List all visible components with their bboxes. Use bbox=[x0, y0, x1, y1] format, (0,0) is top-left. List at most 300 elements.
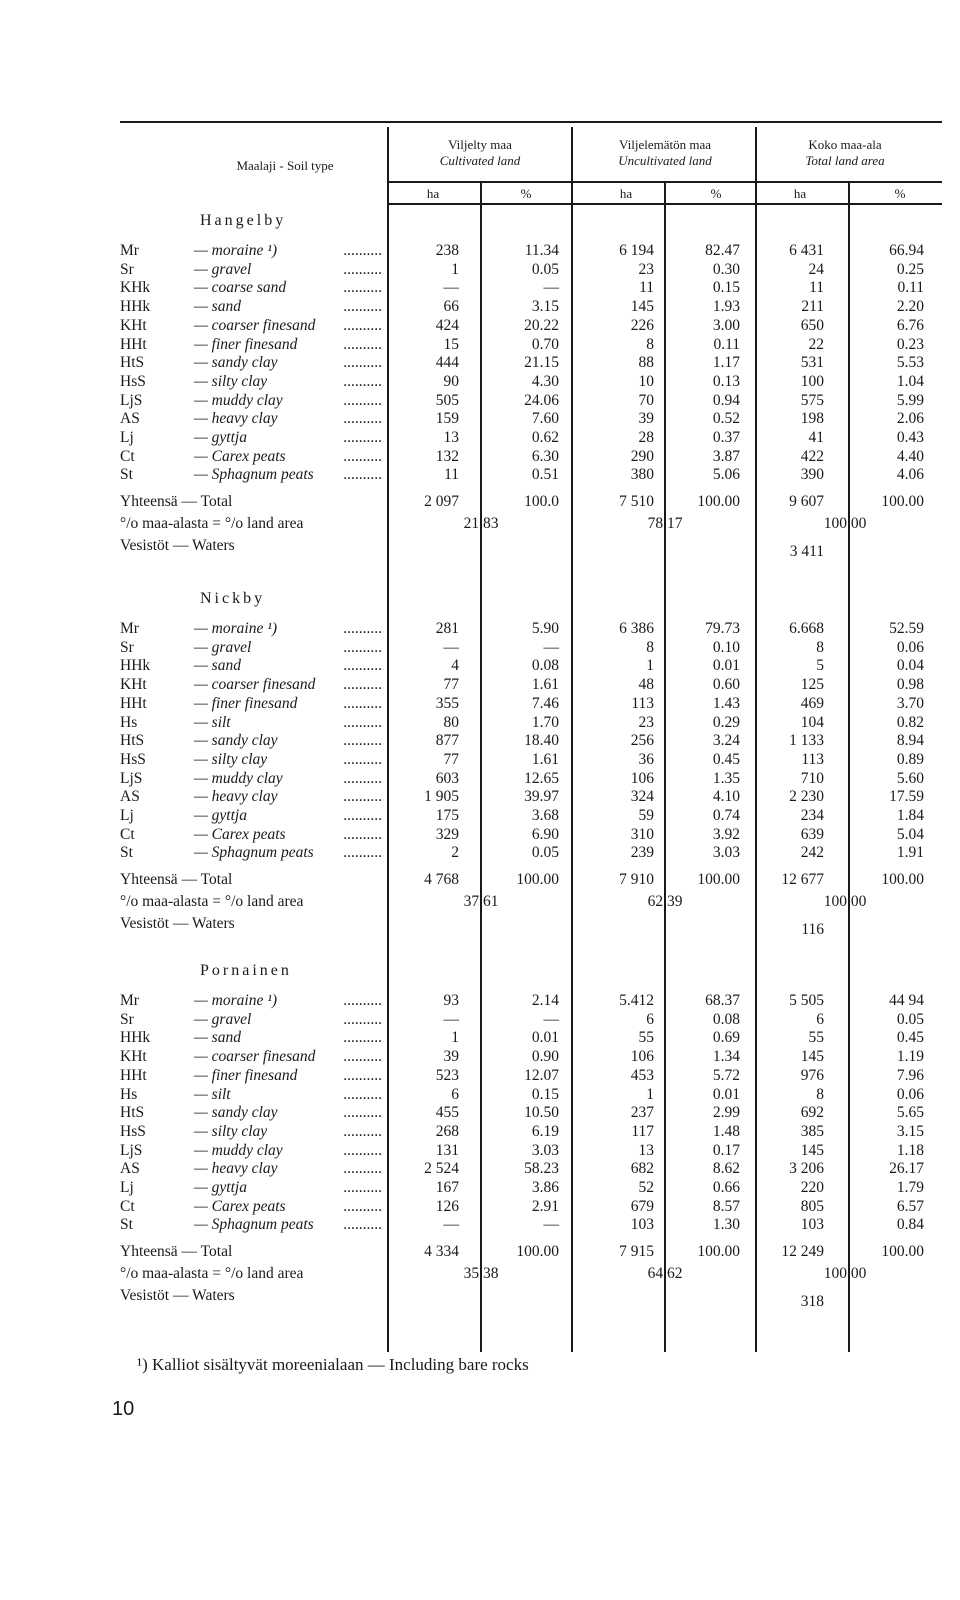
top-rule bbox=[120, 121, 942, 123]
soil-abbr: HHk bbox=[120, 657, 151, 675]
table-cell: 1.84 bbox=[896, 807, 924, 824]
row-label bbox=[120, 448, 382, 466]
table-cell: 1 bbox=[646, 657, 654, 675]
table-cell: 7.60 bbox=[531, 410, 559, 428]
table-cell: 0.01 bbox=[712, 657, 740, 675]
total-label: Yhteensä — Total bbox=[120, 1243, 233, 1261]
table-cell: 324 bbox=[630, 788, 654, 806]
table-cell: 26.17 bbox=[889, 1160, 924, 1178]
soil-abbr: Lj bbox=[120, 1179, 134, 1196]
table-cell: 1.30 bbox=[712, 1216, 740, 1234]
table-cell: 0.37 bbox=[712, 429, 740, 446]
table-cell: 0.17 bbox=[712, 1141, 740, 1159]
table-cell: 3.15 bbox=[896, 1122, 924, 1140]
table-cell: 2 bbox=[451, 844, 459, 862]
soil-name: — silty clay bbox=[194, 372, 268, 390]
table-cell: 523 bbox=[435, 1066, 459, 1084]
table-cell: 8 bbox=[816, 1085, 824, 1103]
table-cell: 237 bbox=[630, 1104, 654, 1122]
table-cell: 6 194 bbox=[619, 242, 654, 259]
table-cell: 281 bbox=[435, 620, 459, 637]
table-cell: 0.06 bbox=[896, 1085, 924, 1103]
row-label bbox=[120, 1160, 382, 1178]
table-cell: — bbox=[443, 1216, 459, 1234]
table-cell: 6.668 bbox=[789, 620, 824, 637]
table-cell: 55 bbox=[808, 1029, 824, 1047]
table-cell: 6 386 bbox=[619, 620, 654, 637]
soil-name: — heavy clay bbox=[194, 788, 278, 806]
row-label bbox=[120, 242, 382, 260]
leader-dots: .......... bbox=[343, 1122, 382, 1140]
row-label bbox=[120, 1067, 382, 1085]
table-cell: 15 bbox=[443, 335, 459, 353]
unit-ha-3: ha bbox=[793, 186, 807, 201]
table-cell: 131 bbox=[435, 1141, 459, 1159]
table-cell: 0.10 bbox=[712, 638, 740, 656]
table-cell: 126 bbox=[435, 1197, 459, 1215]
soil-name: — gyttja bbox=[194, 1179, 247, 1196]
table-cell: 256 bbox=[630, 732, 654, 750]
waters-label: Vesistöt — Waters bbox=[120, 537, 235, 555]
land-pct-cell: 64.62 bbox=[647, 1265, 683, 1283]
soil-abbr: HHk bbox=[120, 1029, 151, 1047]
table-cell: 877 bbox=[435, 732, 459, 750]
table-cell: 0.90 bbox=[531, 1048, 559, 1066]
table-cell: 132 bbox=[435, 447, 459, 465]
table-cell: 1 905 bbox=[424, 788, 459, 806]
table-cell: 242 bbox=[800, 844, 824, 862]
soil-abbr: Mr bbox=[120, 620, 139, 637]
table-cell: 79.73 bbox=[705, 620, 740, 637]
soil-name: — Carex peats bbox=[194, 1197, 286, 1215]
table-cell: 198 bbox=[800, 410, 824, 428]
total-cell: 9 607 bbox=[789, 493, 824, 511]
table-cell: 639 bbox=[800, 825, 824, 843]
row-label bbox=[120, 1123, 382, 1141]
leader-dots: .......... bbox=[343, 429, 382, 446]
table-cell: 104 bbox=[800, 713, 824, 731]
soil-name: — silt bbox=[194, 1085, 231, 1103]
soil-name: — sandy clay bbox=[194, 1104, 278, 1122]
land-pct-cell: 35.38 bbox=[463, 1265, 499, 1283]
section-title: Nickby bbox=[200, 590, 266, 607]
table-cell: 0.15 bbox=[712, 279, 740, 297]
soil-abbr: KHt bbox=[120, 1048, 147, 1066]
table-cell: 2.06 bbox=[896, 410, 924, 428]
unit-ha-1: ha bbox=[426, 186, 440, 201]
table-cell: 5.65 bbox=[896, 1104, 924, 1122]
table-cell: 22 bbox=[808, 335, 824, 353]
table-cell: 424 bbox=[435, 316, 459, 334]
table-cell: 1.93 bbox=[712, 298, 740, 316]
table-cell: 0.29 bbox=[712, 713, 740, 731]
table-cell: 4.40 bbox=[896, 447, 924, 465]
leader-dots: .......... bbox=[343, 354, 382, 372]
soil-name: — heavy clay bbox=[194, 410, 278, 428]
table-cell: 0.84 bbox=[896, 1216, 924, 1234]
row-label bbox=[120, 429, 382, 447]
row-label bbox=[120, 1198, 382, 1216]
table-cell: 1.34 bbox=[712, 1048, 740, 1066]
table-cell: 1.48 bbox=[712, 1122, 740, 1140]
table-cell: 106 bbox=[630, 769, 654, 787]
table-cell: 0.45 bbox=[712, 750, 740, 768]
table-cell: 5 bbox=[816, 657, 824, 675]
table-cell: 355 bbox=[435, 694, 459, 712]
table-cell: 6.57 bbox=[896, 1197, 924, 1215]
row-label bbox=[120, 992, 382, 1010]
table-cell: 0.82 bbox=[896, 713, 924, 731]
table-cell: 234 bbox=[800, 807, 824, 824]
table-cell: — bbox=[443, 638, 459, 656]
leader-dots: .......... bbox=[343, 807, 382, 824]
soil-abbr: AS bbox=[120, 1160, 140, 1178]
soil-abbr: Lj bbox=[120, 429, 134, 446]
table-cell: — bbox=[543, 1010, 559, 1028]
leader-dots: .......... bbox=[343, 638, 382, 656]
leader-dots: .......... bbox=[343, 844, 382, 862]
table-cell: 0.45 bbox=[896, 1029, 924, 1047]
total-cell: 7 510 bbox=[619, 493, 654, 511]
table-cell: 58.23 bbox=[524, 1160, 559, 1178]
table-cell: 1 bbox=[451, 1029, 459, 1047]
table-cell: 0.08 bbox=[531, 657, 559, 675]
leader-dots: .......... bbox=[343, 1141, 382, 1159]
total-cell: 12 249 bbox=[781, 1243, 824, 1261]
soil-abbr: Sr bbox=[120, 638, 134, 656]
row-label bbox=[120, 317, 382, 335]
table-cell: 39.97 bbox=[524, 788, 559, 806]
soil-name: — muddy clay bbox=[194, 1141, 283, 1159]
soil-abbr: HtS bbox=[120, 1104, 145, 1122]
table-cell: — bbox=[543, 1216, 559, 1234]
soil-abbr: LjS bbox=[120, 769, 143, 787]
row-label bbox=[120, 466, 382, 484]
table-cell: 77 bbox=[443, 750, 459, 768]
table-cell: 11 bbox=[639, 279, 654, 297]
table-cell: 0.11 bbox=[897, 279, 924, 297]
table-cell: 20.22 bbox=[524, 316, 559, 334]
table-cell: 100 bbox=[800, 372, 824, 390]
table-cell: 8 bbox=[646, 335, 654, 353]
table-cell: 7.46 bbox=[531, 694, 559, 712]
table-cell: 239 bbox=[630, 844, 654, 862]
table-cell: 0.05 bbox=[896, 1010, 924, 1028]
table-cell: 5.72 bbox=[712, 1066, 740, 1084]
land-pct-cell: 78.17 bbox=[647, 515, 683, 533]
land-pct-cell: 37.61 bbox=[463, 893, 499, 911]
table-cell: 6 bbox=[646, 1010, 654, 1028]
row-label bbox=[120, 1104, 382, 1122]
soil-name: — silty clay bbox=[194, 1122, 268, 1140]
soil-name: — moraine ¹) bbox=[194, 620, 278, 637]
soil-name: — sand bbox=[194, 657, 241, 675]
table-cell: 113 bbox=[631, 694, 654, 712]
table-cell: 3.87 bbox=[712, 447, 740, 465]
total-cell: 100.00 bbox=[697, 493, 740, 511]
table-cell: 0.62 bbox=[531, 429, 559, 446]
table-cell: 48 bbox=[638, 676, 654, 694]
cultivated-header: Viljelty maa Cultivated land bbox=[439, 137, 521, 168]
soil-name: — gravel bbox=[194, 1010, 252, 1028]
table-cell: 0.25 bbox=[896, 260, 924, 278]
total-cell: 100.00 bbox=[516, 1243, 559, 1261]
row-label bbox=[120, 1029, 382, 1047]
leader-dots: .......... bbox=[343, 1104, 382, 1122]
soil-name: — Sphagnum peats bbox=[194, 844, 314, 862]
table-cell: 220 bbox=[800, 1179, 824, 1196]
soil-abbr: HtS bbox=[120, 732, 145, 750]
table-cell: 2.14 bbox=[531, 992, 559, 1009]
table-cell: 4.10 bbox=[712, 788, 740, 806]
table-cell: 0.60 bbox=[712, 676, 740, 694]
table-cell: 3.03 bbox=[712, 844, 740, 862]
table-cell: 5.99 bbox=[896, 391, 924, 409]
table-cell: 290 bbox=[630, 447, 654, 465]
table-cell: 603 bbox=[435, 769, 459, 787]
soil-abbr: Sr bbox=[120, 1010, 134, 1028]
table-cell: 41 bbox=[808, 429, 824, 446]
leader-dots: .......... bbox=[343, 335, 382, 353]
leader-dots: .......... bbox=[343, 447, 382, 465]
table-cell: 52.59 bbox=[889, 620, 924, 637]
table-cell: 422 bbox=[800, 447, 824, 465]
soil-name: — gravel bbox=[194, 260, 252, 278]
land-pct-label: °/o maa-alasta = °/o land area bbox=[120, 515, 304, 533]
leader-dots: .......... bbox=[343, 657, 382, 675]
soil-name: — Sphagnum peats bbox=[194, 1216, 314, 1234]
soil-abbr: Mr bbox=[120, 242, 139, 259]
soil-type-header: Maalaji - Soil type bbox=[236, 158, 334, 173]
table-cell: 10 bbox=[638, 372, 654, 390]
table-cell: 2.20 bbox=[896, 298, 924, 316]
leader-dots: .......... bbox=[343, 732, 382, 750]
row-label bbox=[120, 1048, 382, 1066]
table-cell: 3.70 bbox=[896, 694, 924, 712]
soil-abbr: St bbox=[120, 844, 133, 862]
table-cell: 66 bbox=[443, 298, 459, 316]
col-line-uncult bbox=[755, 127, 757, 1352]
row-label bbox=[120, 844, 382, 862]
table-cell: 68.37 bbox=[705, 992, 740, 1009]
soil-name: — gravel bbox=[194, 638, 252, 656]
soil-name: — gyttja bbox=[194, 807, 247, 824]
table-cell: 469 bbox=[800, 694, 824, 712]
col-line-label bbox=[387, 127, 389, 1352]
table-cell: 6.90 bbox=[531, 825, 559, 843]
soil-abbr: KHk bbox=[120, 279, 151, 297]
table-cell: 0.52 bbox=[712, 410, 740, 428]
table-cell: 3.00 bbox=[712, 316, 740, 334]
leader-dots: .......... bbox=[343, 1216, 382, 1234]
total-cell: 4 768 bbox=[424, 871, 459, 889]
row-label bbox=[120, 279, 382, 297]
soil-name: — Carex peats bbox=[194, 825, 286, 843]
total-cell: 100.00 bbox=[516, 871, 559, 889]
leader-dots: .......... bbox=[343, 992, 382, 1009]
table-cell: 0.13 bbox=[712, 372, 740, 390]
row-label bbox=[120, 676, 382, 694]
table-cell: 11 bbox=[809, 279, 824, 297]
uncultivated-header: Viljelemätön maa Uncultivated land bbox=[618, 137, 712, 168]
table-cell: 0.15 bbox=[531, 1085, 559, 1103]
table-cell: 11 bbox=[444, 466, 459, 484]
table-cell: 1.04 bbox=[896, 372, 924, 390]
soil-abbr: Mr bbox=[120, 992, 139, 1009]
table-cell: — bbox=[543, 638, 559, 656]
table-cell: 77 bbox=[443, 676, 459, 694]
table-cell: 1.70 bbox=[531, 713, 559, 731]
leader-dots: .......... bbox=[343, 769, 382, 787]
table-cell: 805 bbox=[800, 1197, 824, 1215]
table-cell: 0.05 bbox=[531, 260, 559, 278]
total-cell: 100.00 bbox=[697, 1243, 740, 1261]
soil-name: — sandy clay bbox=[194, 732, 278, 750]
table-cell: 103 bbox=[800, 1216, 824, 1234]
soil-abbr: Ct bbox=[120, 825, 135, 843]
leader-dots: .......... bbox=[343, 316, 382, 334]
row-label bbox=[120, 336, 382, 354]
table-cell: 8 bbox=[646, 638, 654, 656]
row-label bbox=[120, 1086, 382, 1104]
table-cell: 1.19 bbox=[896, 1048, 924, 1066]
table-cell: 82.47 bbox=[705, 242, 740, 259]
table-cell: 238 bbox=[435, 242, 459, 259]
table-cell: 1.18 bbox=[896, 1141, 924, 1159]
table-cell: 976 bbox=[800, 1066, 824, 1084]
row-label bbox=[120, 770, 382, 788]
soil-abbr: HHt bbox=[120, 335, 147, 353]
table-cell: 0.74 bbox=[712, 807, 740, 824]
table-cell: — bbox=[543, 279, 559, 297]
soil-name: — sandy clay bbox=[194, 354, 278, 372]
row-label bbox=[120, 1216, 382, 1234]
soil-name: — silty clay bbox=[194, 750, 268, 768]
table-cell: 682 bbox=[630, 1160, 654, 1178]
leader-dots: .......... bbox=[343, 260, 382, 278]
col-line-ha2 bbox=[664, 181, 666, 1352]
table-cell: 679 bbox=[630, 1197, 654, 1215]
table-cell: 1 bbox=[451, 260, 459, 278]
soil-abbr: St bbox=[120, 1216, 133, 1234]
leader-dots: .......... bbox=[343, 298, 382, 316]
soil-name: — moraine ¹) bbox=[194, 242, 278, 259]
table-cell: 17.59 bbox=[889, 788, 924, 806]
table-cell: 6 bbox=[816, 1010, 824, 1028]
soil-name: — coarser finesand bbox=[194, 316, 316, 334]
table-cell: 650 bbox=[800, 316, 824, 334]
table-cell: 93 bbox=[443, 992, 459, 1009]
soil-name: — coarse sand bbox=[194, 279, 287, 297]
table-cell: 103 bbox=[630, 1216, 654, 1234]
table-cell: 1.91 bbox=[896, 844, 924, 862]
table-cell: 113 bbox=[801, 750, 824, 768]
leader-dots: .......... bbox=[343, 242, 382, 259]
soil-abbr: AS bbox=[120, 410, 140, 428]
total-cell: 7 915 bbox=[619, 1243, 654, 1261]
soil-abbr: HtS bbox=[120, 354, 145, 372]
row-label bbox=[120, 695, 382, 713]
land-pct-cell: 100.00 bbox=[823, 1265, 867, 1283]
table-cell: 0.98 bbox=[896, 676, 924, 694]
table-cell: 6.19 bbox=[531, 1122, 559, 1140]
table-cell: 1 133 bbox=[789, 732, 824, 750]
leader-dots: .......... bbox=[343, 694, 382, 712]
table-cell: 4.06 bbox=[896, 466, 924, 484]
table-cell: 24.06 bbox=[524, 391, 559, 409]
table-cell: 8.94 bbox=[896, 732, 924, 750]
table-cell: 24 bbox=[808, 260, 824, 278]
soil-abbr: KHt bbox=[120, 676, 147, 694]
table-cell: 12.07 bbox=[524, 1066, 559, 1084]
table-cell: 453 bbox=[630, 1066, 654, 1084]
land-pct-cell: 100.00 bbox=[823, 893, 867, 911]
table-cell: 380 bbox=[630, 466, 654, 484]
table-cell: 0.43 bbox=[896, 429, 924, 446]
table-cell: 0.51 bbox=[531, 466, 559, 484]
leader-dots: .......... bbox=[343, 391, 382, 409]
row-label bbox=[120, 392, 382, 410]
table-cell: 710 bbox=[800, 769, 824, 787]
table-cell: 3.15 bbox=[531, 298, 559, 316]
total-cell: 100.0 bbox=[524, 493, 559, 511]
table-cell: 6.76 bbox=[896, 316, 924, 334]
table-cell: 13 bbox=[443, 429, 459, 446]
leader-dots: .......... bbox=[343, 713, 382, 731]
total-cell: 7 910 bbox=[619, 871, 654, 889]
table-cell: 6 431 bbox=[789, 242, 824, 259]
table-cell: 7.96 bbox=[896, 1066, 924, 1084]
row-label bbox=[120, 714, 382, 732]
table-cell: 0.70 bbox=[531, 335, 559, 353]
total-cell: 12 677 bbox=[781, 871, 824, 889]
soil-name: — finer finesand bbox=[194, 1066, 298, 1084]
table-cell: 268 bbox=[435, 1122, 459, 1140]
soil-name: — finer finesand bbox=[194, 335, 298, 353]
waters-label: Vesistöt — Waters bbox=[120, 1287, 235, 1305]
table-cell: 4.30 bbox=[531, 372, 559, 390]
table-cell: 226 bbox=[630, 316, 654, 334]
table-cell: 3 206 bbox=[789, 1160, 824, 1178]
table-cell: 145 bbox=[800, 1141, 824, 1159]
table-cell: 0.94 bbox=[712, 391, 740, 409]
table-cell: 12.65 bbox=[524, 769, 559, 787]
table-cell: 575 bbox=[800, 391, 824, 409]
table-cell: 52 bbox=[638, 1179, 654, 1196]
table-cell: 5.90 bbox=[531, 620, 559, 637]
table-cell: 385 bbox=[800, 1122, 824, 1140]
table-cell: 0.11 bbox=[713, 335, 740, 353]
table-cell: 3.03 bbox=[531, 1141, 559, 1159]
soil-name: — heavy clay bbox=[194, 1160, 278, 1178]
table-cell: 0.01 bbox=[712, 1085, 740, 1103]
table-cell: — bbox=[443, 279, 459, 297]
row-label bbox=[120, 1011, 382, 1029]
leader-dots: .......... bbox=[343, 372, 382, 390]
table-cell: 8.57 bbox=[712, 1197, 740, 1215]
soil-abbr: HsS bbox=[120, 1122, 146, 1140]
col-line-cult bbox=[571, 127, 573, 1352]
table-cell: 3.68 bbox=[531, 807, 559, 824]
table-cell: 0.66 bbox=[712, 1179, 740, 1196]
total-cell: 100.00 bbox=[881, 1243, 924, 1261]
row-label bbox=[120, 639, 382, 657]
total-area-header: Koko maa-ala Total land area bbox=[805, 137, 885, 168]
table-cell: 0.69 bbox=[712, 1029, 740, 1047]
table-cell: 145 bbox=[800, 1048, 824, 1066]
leader-dots: .......... bbox=[343, 466, 382, 484]
land-pct-label: °/o maa-alasta = °/o land area bbox=[120, 1265, 304, 1283]
